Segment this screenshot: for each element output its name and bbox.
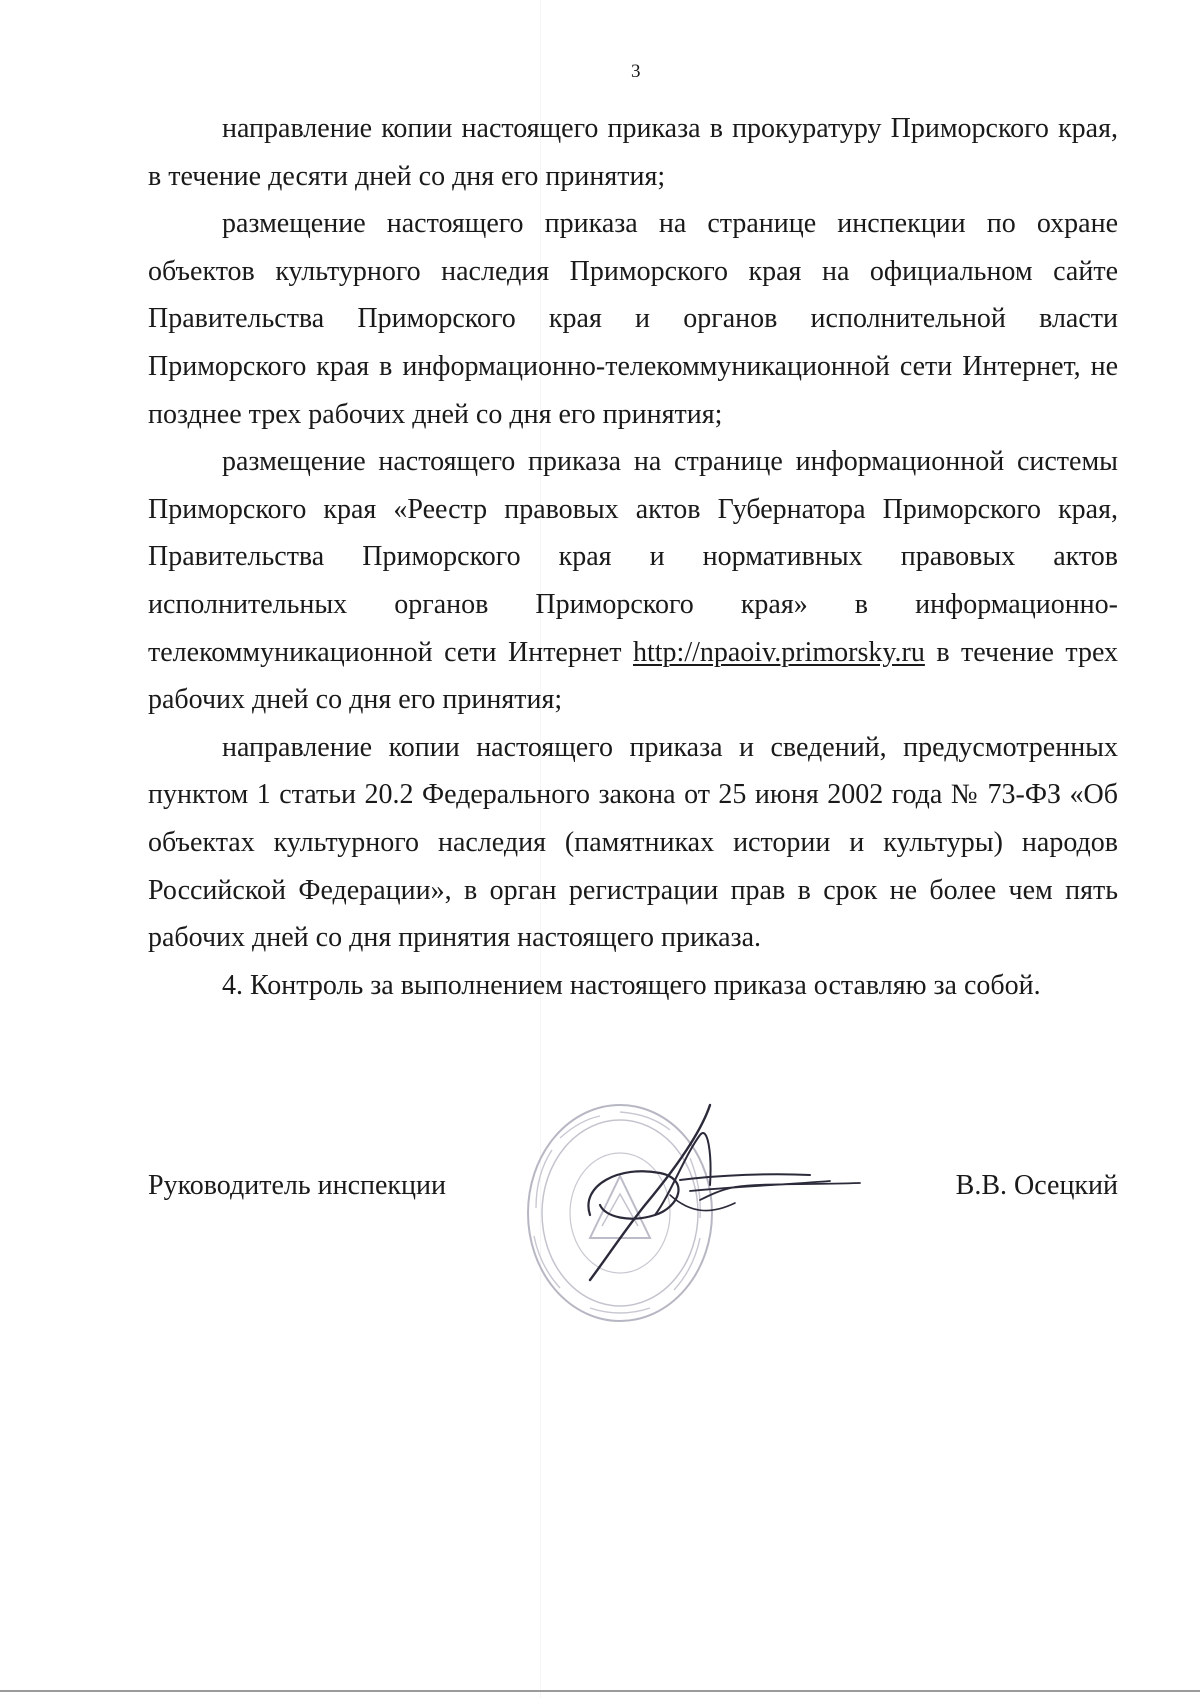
handwritten-signature [560,1095,890,1285]
registry-text-after: в течение трех рабочих дней со дня его принятия; [148,636,1119,716]
paragraph-control: 4. Контроль за выполнением настоящего приказа оставляю за собой. [222,969,1041,1001]
scan-bottom-edge [0,1690,1200,1692]
paragraph-website: размещение настоящего приказа на странице инспекции по охране объектов культурного наследия Приморского края на официальном сайте Правительства Приморского края и органов исполнительной власти Приморского края в информационно-телекоммуникационной сети Интернет, не позднее трех рабочих дней со дня его принятия; [148,208,1118,430]
registry-link[interactable]: http://npaoiv.primorsky.ru [632,636,925,668]
registry-text: размещение настоящего приказа на странице информационной системы Приморского края «Реестр правовых актов Губернатора Приморского края, Правительства Приморского края и нормативных правовых актов исполнительных органов Приморского края» в информационно-телекоммуникационной сети Интернет [148,446,1118,668]
paragraph-prosecutor: направление копии настоящего приказа в прокуратуру Приморского края, в течение десяти дней со дня его принятия; [148,113,1118,192]
signer-title: Руководитель инспекции [148,1170,446,1201]
document-body [148,105,1118,1009]
paragraph-registry [148,438,1118,724]
signer-name: В.В. Осецкий [955,1170,1118,1201]
paragraph-rights-registration: направление копии настоящего приказа и сведений, предусмотренных пунктом 1 статьи 20.2 Федерального закона от 25 июня 2002 года № 73-ФЗ «Об объектах культурного наследия (памятниках истории и культуры) народов Российской Федерации», в орган регистрации прав в срок не более чем пять рабочих дней со дня принятия настоящего приказа. [148,731,1118,954]
page-number: 3 [631,61,641,82]
